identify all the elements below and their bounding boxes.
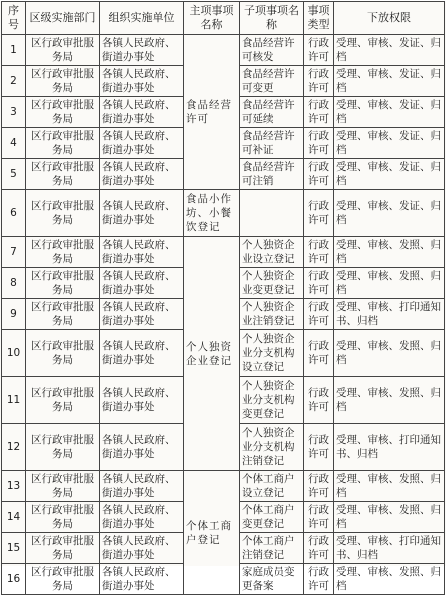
row-unit: 各镇人民政府、街道办事处 xyxy=(100,66,184,97)
header-type: 事项类型 xyxy=(304,2,334,35)
row-perm: 受理、审核、发证、归档 xyxy=(334,128,445,159)
row-sub: 个体工商户注销登记 xyxy=(240,533,304,564)
row-dept: 区行政审批服务局 xyxy=(26,35,100,66)
row-no: 12 xyxy=(2,424,26,471)
row-type: 行政许可 xyxy=(304,471,334,502)
row-sub: 个人独资企业分支机构设立登记 xyxy=(240,330,304,377)
row-no: 16 xyxy=(2,564,26,595)
row-perm: 受理、审核、发照、归档 xyxy=(334,471,445,502)
row-no: 10 xyxy=(2,330,26,377)
row-sub xyxy=(240,190,304,237)
row-sub: 个人独资企业分支机构注销登记 xyxy=(240,424,304,471)
row-unit: 各镇人民政府、街道办事处 xyxy=(100,299,184,330)
main-item-sole-proprietorship: 个人独资企业登记 xyxy=(184,237,240,471)
table-row xyxy=(2,471,445,502)
row-perm: 受理、审核、发照、归档 xyxy=(334,502,445,533)
row-sub: 个人独资企业注销登记 xyxy=(240,299,304,330)
row-perm: 受理、审核、发照、归档 xyxy=(334,268,445,299)
row-sub: 食品经营许可变更 xyxy=(240,66,304,97)
row-dept: 区行政审批服务局 xyxy=(26,97,100,128)
delegation-table xyxy=(1,1,445,595)
row-type: 行政许可 xyxy=(304,502,334,533)
row-type: 行政许可 xyxy=(304,97,334,128)
row-perm: 受理、审核、打印通知书、归档 xyxy=(334,533,445,564)
row-sub: 个体工商户变更登记 xyxy=(240,502,304,533)
row-perm: 受理、审核、发证、归档 xyxy=(334,190,445,237)
row-type: 行政许可 xyxy=(304,159,334,190)
row-type: 行政许可 xyxy=(304,299,334,330)
row-perm: 受理、审核、发照、归档 xyxy=(334,564,445,595)
row-no: 8 xyxy=(2,268,26,299)
row-sub: 个人独资企业变更登记 xyxy=(240,268,304,299)
row-dept: 区行政审批服务局 xyxy=(26,377,100,424)
row-no: 15 xyxy=(2,533,26,564)
document-page xyxy=(0,1,446,592)
row-unit: 各镇人民政府、街道办事处 xyxy=(100,268,184,299)
row-unit: 各镇人民政府、街道办事处 xyxy=(100,330,184,377)
row-dept: 区行政审批服务局 xyxy=(26,564,100,595)
row-no: 7 xyxy=(2,237,26,268)
row-perm: 受理、审核、发证、归档 xyxy=(334,97,445,128)
row-type: 行政许可 xyxy=(304,237,334,268)
row-unit: 各镇人民政府、街道办事处 xyxy=(100,159,184,190)
header-unit: 组织实施单位 xyxy=(100,2,184,35)
header-no: 序号 xyxy=(2,2,26,35)
row-type: 行政许可 xyxy=(304,66,334,97)
row-unit: 各镇人民政府、街道办事处 xyxy=(100,533,184,564)
row-unit: 各镇人民政府、街道办事处 xyxy=(100,564,184,595)
row-unit: 各镇人民政府、街道办事处 xyxy=(100,237,184,268)
row-dept: 区行政审批服务局 xyxy=(26,190,100,237)
main-item-food-business: 食品经营许可 xyxy=(184,35,240,190)
row-type: 行政许可 xyxy=(304,330,334,377)
row-type: 行政许可 xyxy=(304,564,334,595)
header-sub: 子项事项名称 xyxy=(240,2,304,35)
row-no: 13 xyxy=(2,471,26,502)
row-dept: 区行政审批服务局 xyxy=(26,424,100,471)
row-dept: 区行政审批服务局 xyxy=(26,66,100,97)
main-item-individual-business: 个体工商户登记 xyxy=(184,471,240,595)
header-main: 主项事项名称 xyxy=(184,2,240,35)
row-dept: 区行政审批服务局 xyxy=(26,128,100,159)
row-perm: 受理、审核、发证、归档 xyxy=(334,66,445,97)
row-unit: 各镇人民政府、街道办事处 xyxy=(100,471,184,502)
main-item-small-food: 食品小作坊、小餐饮登记 xyxy=(184,190,240,237)
row-no: 4 xyxy=(2,128,26,159)
row-dept: 区行政审批服务局 xyxy=(26,533,100,564)
row-perm: 受理、审核、发照、归档 xyxy=(334,330,445,377)
row-type: 行政许可 xyxy=(304,268,334,299)
row-dept: 区行政审批服务局 xyxy=(26,471,100,502)
row-sub: 个人独资企业分支机构变更登记 xyxy=(240,377,304,424)
row-sub: 家庭成员变更备案 xyxy=(240,564,304,595)
row-type: 行政许可 xyxy=(304,190,334,237)
row-no: 6 xyxy=(2,190,26,237)
row-sub: 食品经营许可核发 xyxy=(240,35,304,66)
header-perm: 下放权限 xyxy=(334,2,445,35)
header-dept: 区级实施部门 xyxy=(26,2,100,35)
row-type: 行政许可 xyxy=(304,35,334,66)
row-dept: 区行政审批服务局 xyxy=(26,299,100,330)
row-sub: 食品经营许可延续 xyxy=(240,97,304,128)
row-perm: 受理、审核、打印通知书、归档 xyxy=(334,299,445,330)
row-type: 行政许可 xyxy=(304,377,334,424)
row-perm: 受理、审核、发照、归档 xyxy=(334,377,445,424)
row-no: 5 xyxy=(2,159,26,190)
row-unit: 各镇人民政府、街道办事处 xyxy=(100,128,184,159)
row-sub: 食品经营许可补证 xyxy=(240,128,304,159)
row-no: 1 xyxy=(2,35,26,66)
table-row xyxy=(2,237,445,268)
row-unit: 各镇人民政府、街道办事处 xyxy=(100,97,184,128)
row-sub: 个体工商户设立登记 xyxy=(240,471,304,502)
row-no: 9 xyxy=(2,299,26,330)
row-no: 11 xyxy=(2,377,26,424)
row-sub: 个人独资企业设立登记 xyxy=(240,237,304,268)
row-unit: 各镇人民政府、街道办事处 xyxy=(100,424,184,471)
table-row xyxy=(2,190,445,237)
row-perm: 受理、审核、发照、归档 xyxy=(334,237,445,268)
row-dept: 区行政审批服务局 xyxy=(26,330,100,377)
row-dept: 区行政审批服务局 xyxy=(26,268,100,299)
row-type: 行政许可 xyxy=(304,533,334,564)
row-dept: 区行政审批服务局 xyxy=(26,159,100,190)
header-row xyxy=(2,2,445,35)
row-unit: 各镇人民政府、街道办事处 xyxy=(100,502,184,533)
row-perm: 受理、审核、发证、归档 xyxy=(334,35,445,66)
row-unit: 各镇人民政府、街道办事处 xyxy=(100,190,184,237)
row-unit: 各镇人民政府、街道办事处 xyxy=(100,35,184,66)
table-row xyxy=(2,35,445,66)
row-sub: 食品经营许可注销 xyxy=(240,159,304,190)
row-no: 2 xyxy=(2,66,26,97)
row-dept: 区行政审批服务局 xyxy=(26,237,100,268)
row-type: 行政许可 xyxy=(304,128,334,159)
row-no: 14 xyxy=(2,502,26,533)
row-unit: 各镇人民政府、街道办事处 xyxy=(100,377,184,424)
row-dept: 区行政审批服务局 xyxy=(26,502,100,533)
row-perm: 受理、审核、发证、归档 xyxy=(334,159,445,190)
row-perm: 受理、审核、打印通知书、归档 xyxy=(334,424,445,471)
row-no: 3 xyxy=(2,97,26,128)
row-type: 行政许可 xyxy=(304,424,334,471)
